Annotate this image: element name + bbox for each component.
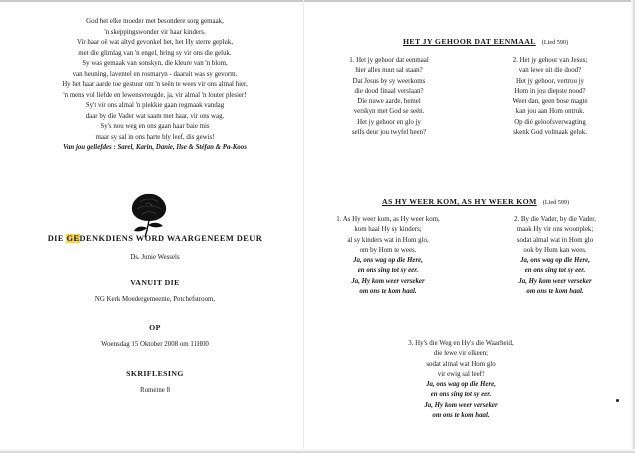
- verse-line: Het jy gehoor en glo jy: [357, 118, 421, 126]
- poem-line: met die glimlag van 'n engel, bring sy vir ons die geluk.: [78, 49, 232, 57]
- minister: Ds. Junie Wessels: [130, 254, 180, 261]
- dedication: Van jou geliefdes : Sarel, Karin, Danie, Ilse & Stéfan & Pa-Koos: [63, 144, 247, 151]
- refrain-line: om ons te kom haal.: [526, 288, 584, 296]
- verse-line: hier alles nuut sal staan?: [355, 67, 423, 75]
- verse-line: Dat Jesus by sy weerkoms: [352, 77, 426, 85]
- poem-line: maar sy sal in ons harte bly leef, dis gewis!: [95, 133, 215, 141]
- verse-line: Op dié geloofsverwagting: [514, 118, 586, 126]
- highlighted-text: GE: [66, 234, 80, 243]
- refrain-line: en ons sing tot sy eer.: [524, 267, 586, 275]
- poem-line: Vir haar oë wat altyd gevonkel het, het Hy sterre gepluk,: [76, 39, 234, 46]
- poem-line: 'n skeppingswonder vir haar kinders.: [104, 28, 206, 36]
- song1-title: HET JY GEHOOR DAT EENMAAL (Lied 590): [403, 37, 569, 46]
- poem: [14, 17, 296, 154]
- verse-line: maak Hy vir ons woonplek;: [516, 226, 594, 234]
- verse-line: kom haal Hy sy kinders;: [354, 226, 422, 234]
- poem-line: daar by die Vader wat saam met haar, vir ons wag.: [85, 112, 225, 120]
- on-heading: OP: [149, 323, 161, 332]
- verse-line: sodat almal wat Hom glo: [426, 360, 496, 368]
- song2-verse3: [386, 339, 536, 421]
- refrain-line: Ja, Hy kom weer verseker: [351, 277, 425, 285]
- verse-line: 1. Het jy gehoor dat eenmaal: [349, 57, 429, 64]
- verse-line: al sy kinders wat in Hom glo,: [347, 236, 429, 244]
- verse-line: van lewe uit die dood?: [518, 67, 582, 75]
- song2-verse2: [488, 215, 622, 297]
- poem-line: van heuning, laventel en rosmaryn - daaruit was sy gevorm.: [72, 70, 238, 78]
- poem-line: 'n mens vol liefde en lewensvreugde, ja, vir almal 'n louter plesier!: [63, 91, 247, 99]
- verse-line: vir ewig sal leef!: [437, 370, 485, 378]
- page-bottom-edge: [0, 449, 635, 453]
- verse-line: ook by Hom kan wees.: [523, 246, 587, 254]
- verse-line: die dood finaal verslaan?: [354, 87, 424, 95]
- song2-title: AS HY WEER KOM, AS HY WEER KOM (Lied 599): [382, 197, 570, 206]
- reading-heading: SKRIFLESING: [126, 369, 184, 378]
- refrain-line: om ons te kom haal.: [432, 412, 490, 420]
- verse-line: Het jy gehoor, vertrou jy: [515, 77, 585, 85]
- verse-line: 2. By die Vader, by die Vader,: [513, 216, 597, 223]
- verse-line: Hom in jou diepste nood?: [514, 87, 586, 95]
- scan-dot-mark: [616, 399, 619, 402]
- black-rose-icon: [128, 190, 170, 238]
- verse-line: kan jou aan Hom ontruk.: [515, 108, 585, 116]
- venue: NG Kerk Moedergemeente, Potchefstroom,: [94, 296, 216, 303]
- refrain-line: en ons sing tot sy eer.: [430, 391, 492, 399]
- verse-line: selfs deur jou twyfel heen?: [351, 129, 427, 137]
- poem-line: Sy't vir ons almal 'n plekkie gaan regmaak vandag: [85, 102, 225, 109]
- refrain-line: en ons sing tot sy eer.: [357, 267, 419, 275]
- poem-line: Sy's nou weg en ons gaan haar baie mis: [100, 123, 210, 130]
- verse-line: Weet dan, geen bose magte: [512, 98, 588, 106]
- refrain-line: om ons te kom haal.: [359, 288, 417, 296]
- verse-line: om by Hom te wees.: [359, 246, 417, 254]
- verse-line: 3. Hy's die Weg en Hy's die Waarheid,: [408, 340, 514, 347]
- verse-line: skenk God volmaak geluk.: [513, 129, 587, 137]
- verse-line: verskyn met God se seën.: [353, 108, 425, 116]
- page-right-edge: [631, 0, 635, 453]
- verse-line: 2. Het jy gehoor van Jesus;: [512, 57, 588, 64]
- page-fold: [303, 0, 304, 453]
- song1-verse2: [484, 56, 616, 138]
- page-top-edge: [0, 0, 635, 2]
- poem-line: Hy het haar aarde toe gestuur om 'n seën te wees vir ons almal hier,: [62, 81, 248, 88]
- poem-line: God het elke moeder met besondere sorg gemaak,: [86, 18, 224, 25]
- refrain-line: Ja, ons wag op die Here,: [353, 257, 423, 265]
- service-datetime: Woensdag 15 Oktober 2008 om 11H00: [101, 341, 209, 348]
- scripture-reading: Romeine 8: [139, 387, 171, 394]
- poem-line: Sy was gemaak van sonskyn, die kleure van 'n blom,: [82, 60, 228, 67]
- from-heading: VANUIT DIE: [130, 278, 180, 287]
- refrain-line: Ja, ons wag op die Here,: [520, 257, 590, 265]
- refrain-line: Ja, ons wag op die Here,: [426, 381, 496, 389]
- song1-verse1: [325, 56, 453, 138]
- verse-line: Die nuwe aarde, hemel: [357, 98, 421, 106]
- song2-verse1: [313, 215, 463, 297]
- verse-line: sodat almal wat in Hom glo: [516, 236, 594, 244]
- service-title: DIE GEDENKDIENS WORD WAARGENEEM DEUR: [47, 234, 263, 243]
- verse-line: die lewe vir elkeen;: [433, 350, 489, 358]
- refrain-line: Ja, Hy kom weer verseker: [424, 401, 498, 409]
- refrain-line: Ja, Hy kom weer verseker: [518, 277, 592, 285]
- verse-line: 1. As Hy weer kom, as Hy weer kom,: [336, 216, 440, 223]
